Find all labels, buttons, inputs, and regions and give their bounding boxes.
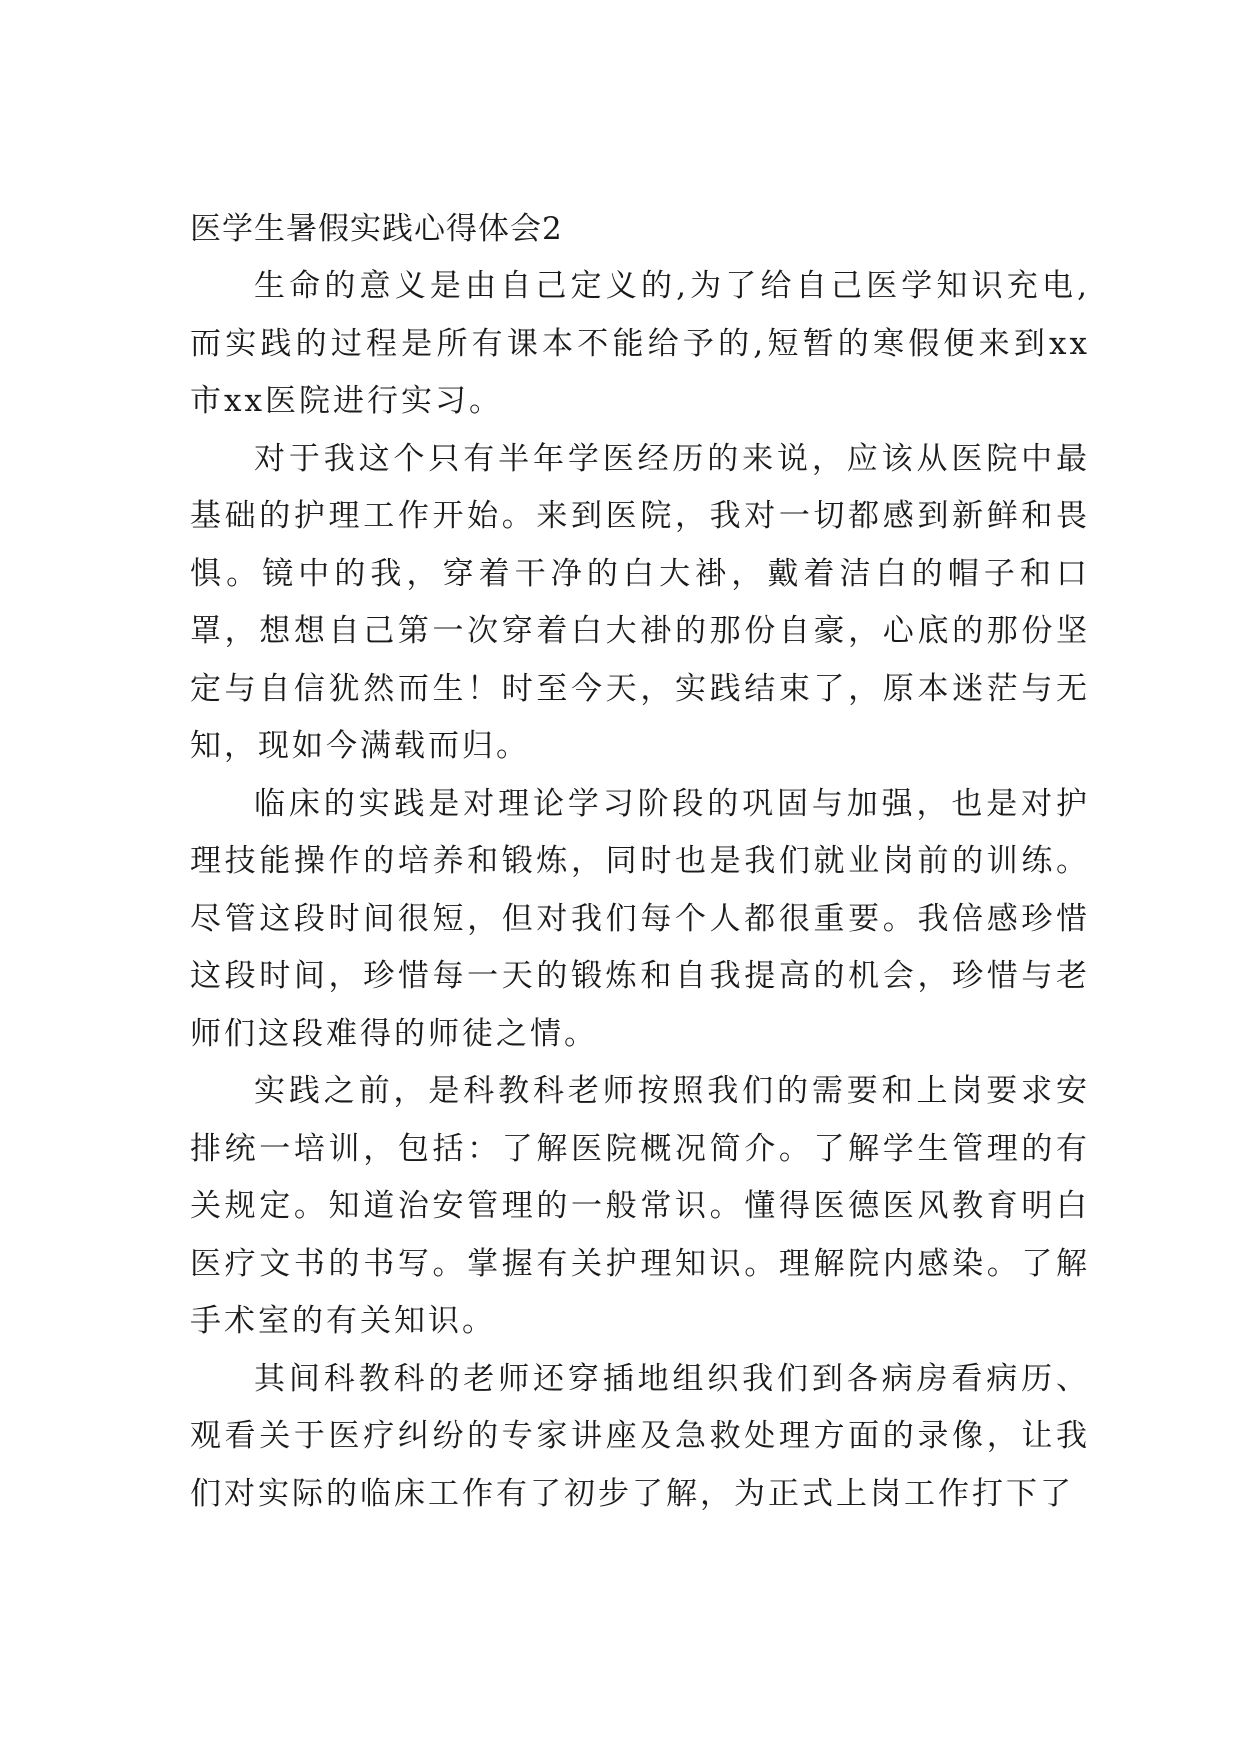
paragraph-2: 对于我这个只有半年学医经历的来说，应该从医院中最基础的护理工作开始。来到医院，我对一切都感到新鲜和畏惧。镜中的我，穿着干净的白大褂，戴着洁白的帽子和口罩，想想自己第一次穿着白大褂的那份自豪，心底的那份坚定与自信犹然而生！时至今天，实践结束了，原本迷茫与无知，现如今满载而归。 [190, 440, 1090, 764]
paragraph-1: 生命的意义是由自己定义的,为了给自己医学知识充电,而实践的过程是所有课本不能给予的,短暂的寒假便来到xx市xx医院进行实习。 [190, 268, 1090, 419]
paragraph-5: 其间科教科的老师还穿插地组织我们到各病房看病历、观看关于医疗纠纷的专家讲座及急救处理方面的录像，让我们对实际的临床工作有了初步了解，为正式上岗工作打下了 [190, 1360, 1090, 1512]
paragraph-3: 临床的实践是对理论学习阶段的巩固与加强，也是对护理技能操作的培养和锻炼，同时也是我们就业岗前的训练。尽管这段时间很短，但对我们每个人都很重要。我倍感珍惜这段时间，珍惜每一天的锻炼和自我提高的机会，珍惜与老师们这段难得的师徒之情。 [190, 785, 1090, 1052]
paragraph-4: 实践之前，是科教科老师按照我们的需要和上岗要求安排统一培训，包括：了解医院概况简介。了解学生管理的有关规定。知道治安管理的一般常识。懂得医德医风教育明白医疗文书的书写。掌握有关护理知识。理解院内感染。了解手术室的有关知识。 [190, 1073, 1090, 1339]
document-body [190, 200, 1090, 1523]
document-title: 医学生暑假实践心得体会2 [190, 211, 563, 247]
